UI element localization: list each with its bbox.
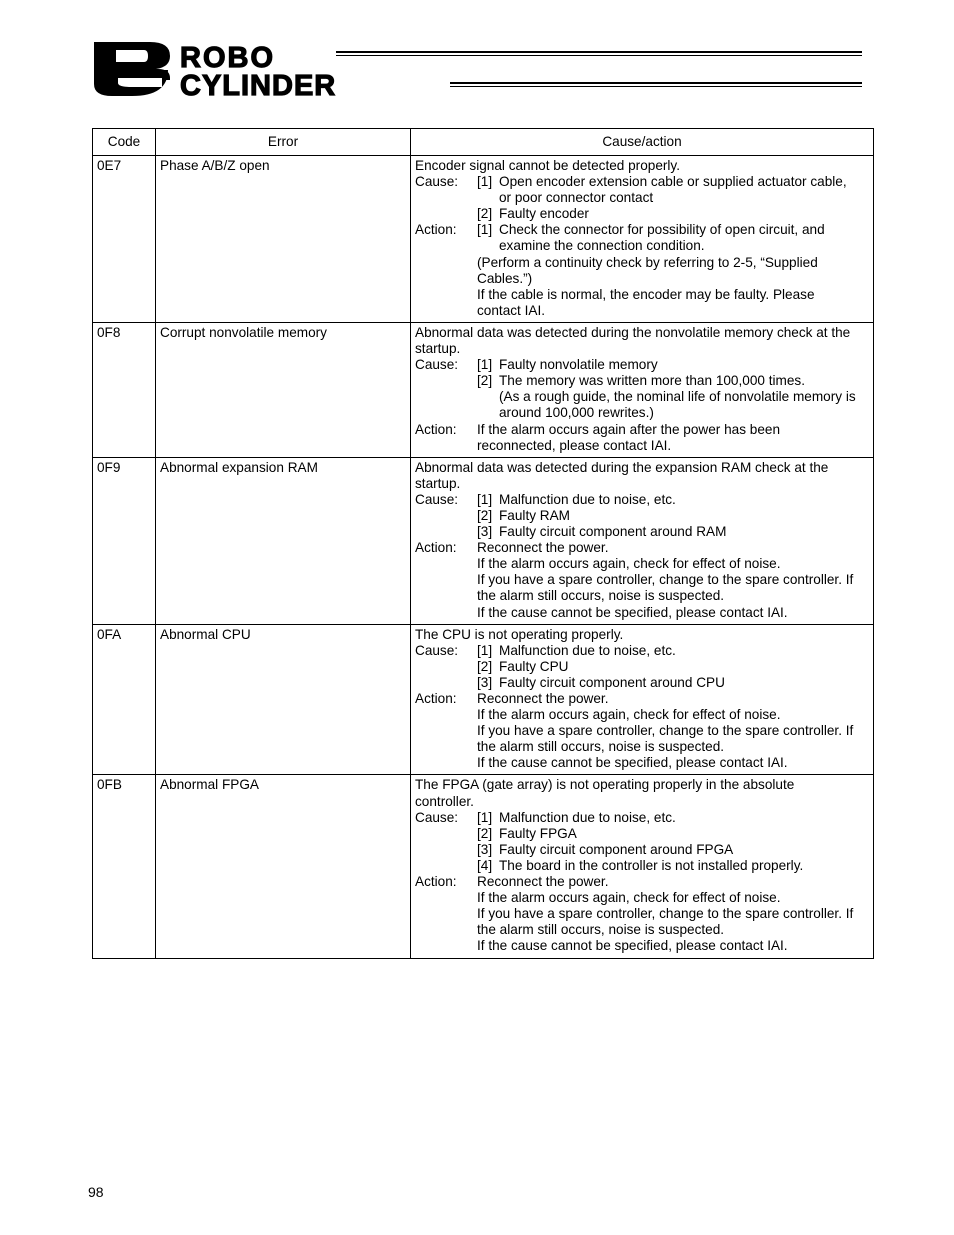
label-spacer — [415, 707, 477, 723]
action-line — [415, 755, 867, 771]
action-line — [415, 691, 867, 707]
label-spacer — [415, 572, 477, 588]
action-text: Cables.”) — [477, 270, 533, 286]
table-row — [93, 775, 874, 958]
label-spacer — [415, 922, 477, 938]
cause-text: Malfunction due to noise, etc. — [499, 642, 676, 658]
table-row — [93, 156, 874, 323]
item-number: [2] — [477, 507, 493, 523]
item-number: [3] — [477, 841, 493, 857]
action-line — [415, 303, 867, 319]
cause-text: Faulty encoder — [499, 206, 589, 222]
table-row — [93, 457, 874, 624]
table-row — [93, 322, 874, 457]
action-text: If the cause cannot be specified, please contact IAI. — [477, 755, 788, 771]
cause-line — [415, 174, 867, 190]
cause-line — [415, 659, 867, 675]
label-spacer — [415, 842, 477, 858]
label-spacer — [415, 190, 477, 206]
header-rule-bottom — [450, 82, 862, 87]
cause-text: Malfunction due to noise, etc. — [499, 809, 676, 825]
cause-line — [415, 492, 867, 508]
error-code: 0F9 — [93, 457, 156, 624]
cause-text: Faulty FPGA — [499, 825, 577, 841]
label-spacer — [415, 303, 477, 319]
error-code: 0FA — [93, 624, 156, 775]
action-text: If the alarm occurs again, check for effect of noise. — [477, 707, 781, 723]
rc-mark-icon — [94, 42, 170, 96]
intro-line: Abnormal data was detected during the nonvolatile memory check at the — [415, 324, 851, 340]
cause-text: Malfunction due to noise, etc. — [499, 491, 676, 507]
cause-label: Cause: — [415, 174, 459, 190]
action-label: Action: — [415, 874, 457, 890]
action-text: If the alarm occurs again after the power has been — [477, 421, 781, 437]
cause-line — [415, 842, 867, 858]
label-spacer — [415, 405, 477, 421]
table-row — [93, 624, 874, 775]
logo-line1: ROBO — [180, 42, 275, 74]
label-spacer — [415, 659, 477, 675]
item-number: [3] — [477, 674, 493, 690]
label-spacer — [415, 287, 477, 303]
label-spacer — [415, 524, 477, 540]
item-number: [4] — [477, 857, 493, 873]
label-spacer — [415, 206, 477, 222]
item-number: [1] — [477, 174, 493, 190]
action-line — [415, 255, 867, 271]
intro-line: Abnormal data was detected during the expansion RAM check at the — [415, 459, 829, 475]
cause-text: or poor connector contact — [499, 190, 654, 206]
intro-line: startup. — [415, 475, 461, 491]
label-spacer — [415, 271, 477, 287]
action-line — [415, 588, 867, 604]
action-line — [415, 922, 867, 938]
number-spacer — [477, 405, 499, 421]
cause-text: Faulty nonvolatile memory — [499, 357, 658, 373]
cause-action-cell — [411, 457, 874, 624]
cause-line — [415, 190, 867, 206]
cause-line — [415, 810, 867, 826]
action-line — [415, 422, 867, 438]
action-text: Reconnect the power. — [477, 874, 609, 890]
cause-text: The board in the controller is not installed properly. — [499, 857, 804, 873]
cause-text: around 100,000 rewrites.) — [499, 405, 654, 421]
item-number: [1] — [477, 222, 493, 238]
label-spacer — [415, 373, 477, 389]
label-spacer — [415, 938, 477, 954]
cause-text: Faulty circuit component around RAM — [499, 524, 727, 540]
error-name: Abnormal CPU — [156, 624, 411, 775]
label-spacer — [415, 389, 477, 405]
label-spacer — [415, 675, 477, 691]
cause-line — [415, 643, 867, 659]
item-number: [1] — [477, 642, 493, 658]
action-text: If the cause cannot be specified, please contact IAI. — [477, 604, 788, 620]
table-body — [93, 156, 874, 959]
error-name: Abnormal FPGA — [156, 775, 411, 958]
header-cause: Cause/action — [411, 129, 874, 156]
action-line — [415, 438, 867, 454]
page-number: 98 — [88, 1184, 104, 1200]
action-text: Reconnect the power. — [477, 540, 609, 556]
error-name: Abnormal expansion RAM — [156, 457, 411, 624]
action-line — [415, 238, 867, 254]
cause-line — [415, 357, 867, 373]
action-text: If you have a spare controller, change to the spare controller. If — [477, 906, 854, 922]
cause-text: Faulty CPU — [499, 658, 569, 674]
label-spacer — [415, 723, 477, 739]
cause-text: The memory was written more than 100,000 times. — [499, 373, 805, 389]
action-label: Action: — [415, 421, 457, 437]
action-label: Action: — [415, 540, 457, 556]
number-spacer — [477, 389, 499, 405]
error-table — [92, 128, 874, 959]
cause-line — [415, 508, 867, 524]
action-line — [415, 906, 867, 922]
intro-line: The FPGA (gate array) is not operating properly in the absolute — [415, 777, 795, 793]
action-text: the alarm still occurs, noise is suspected. — [477, 588, 725, 604]
cause-text: (As a rough guide, the nominal life of nonvolatile memory is — [499, 389, 856, 405]
cause-text: Faulty circuit component around CPU — [499, 674, 725, 690]
error-name: Phase A/B/Z open — [156, 156, 411, 323]
action-line — [415, 572, 867, 588]
cause-label: Cause: — [415, 357, 459, 373]
action-line — [415, 890, 867, 906]
action-line — [415, 938, 867, 954]
action-text: the alarm still occurs, noise is suspected. — [477, 739, 725, 755]
cause-text: Open encoder extension cable or supplied actuator cable, — [499, 174, 847, 190]
cause-action-cell — [411, 624, 874, 775]
cause-label: Cause: — [415, 491, 459, 507]
item-number: [1] — [477, 357, 493, 373]
cause-action-cell — [411, 775, 874, 958]
action-text: Reconnect the power. — [477, 691, 609, 706]
cause-line — [415, 858, 867, 874]
action-text: examine the connection condition. — [499, 238, 705, 254]
intro-line: The CPU is not operating properly. — [415, 626, 624, 642]
intro-line: startup. — [415, 341, 461, 357]
action-text: If the alarm occurs again, check for effect of noise. — [477, 890, 781, 906]
item-number: [2] — [477, 373, 493, 389]
action-line — [415, 723, 867, 739]
table-header-row — [93, 129, 874, 156]
label-spacer — [415, 755, 477, 771]
action-text: contact IAI. — [477, 302, 546, 318]
item-number: [1] — [477, 491, 493, 507]
error-code: 0FB — [93, 775, 156, 958]
action-text: Check the connector for possibility of open circuit, and — [499, 222, 825, 238]
action-line — [415, 605, 867, 621]
error-code: 0E7 — [93, 156, 156, 323]
label-spacer — [415, 438, 477, 454]
label-spacer — [415, 826, 477, 842]
cause-action-cell — [411, 156, 874, 323]
number-spacer — [477, 190, 499, 206]
cause-action-cell — [411, 322, 874, 457]
item-number: [2] — [477, 658, 493, 674]
action-line — [415, 707, 867, 723]
number-spacer — [477, 238, 499, 254]
label-spacer — [415, 906, 477, 922]
header-error: Error — [156, 129, 411, 156]
logo-line2: CYLINDER — [180, 70, 337, 100]
item-number: [2] — [477, 206, 493, 222]
action-line — [415, 556, 867, 572]
action-text: reconnected, please contact IAI. — [477, 437, 672, 453]
cause-label: Cause: — [415, 809, 459, 825]
action-text: If you have a spare controller, change to the spare controller. If — [477, 572, 854, 588]
header-rule-top — [336, 51, 862, 56]
label-spacer — [415, 890, 477, 906]
cause-line — [415, 826, 867, 842]
cause-label: Cause: — [415, 642, 459, 658]
intro-line: Encoder signal cannot be detected properly. — [415, 158, 680, 173]
action-text: If the cable is normal, the encoder may be faulty. Please — [477, 286, 815, 302]
label-spacer — [415, 255, 477, 271]
cause-line — [415, 524, 867, 540]
robo-cylinder-logo — [92, 40, 452, 100]
action-line — [415, 540, 867, 556]
cause-line — [415, 405, 867, 421]
action-line — [415, 287, 867, 303]
action-text: If the alarm occurs again, check for effect of noise. — [477, 556, 781, 572]
action-text: the alarm still occurs, noise is suspected. — [477, 922, 725, 938]
error-name: Corrupt nonvolatile memory — [156, 322, 411, 457]
action-line — [415, 739, 867, 755]
cause-line — [415, 373, 867, 389]
label-spacer — [415, 556, 477, 572]
label-spacer — [415, 588, 477, 604]
action-line — [415, 271, 867, 287]
label-spacer — [415, 739, 477, 755]
error-code: 0F8 — [93, 322, 156, 457]
action-line — [415, 222, 867, 238]
action-line — [415, 874, 867, 890]
label-spacer — [415, 238, 477, 254]
header-code: Code — [93, 129, 156, 156]
cause-line — [415, 675, 867, 691]
intro-line: controller. — [415, 793, 474, 809]
cause-text: Faulty circuit component around FPGA — [499, 841, 734, 857]
page-header — [92, 40, 872, 100]
item-number: [2] — [477, 825, 493, 841]
cause-line — [415, 206, 867, 222]
label-spacer — [415, 858, 477, 874]
cause-text: Faulty RAM — [499, 507, 571, 523]
action-text: (Perform a continuity check by referring to 2-5, “Supplied — [477, 254, 818, 270]
action-label: Action: — [415, 691, 457, 706]
label-spacer — [415, 605, 477, 621]
action-text: If you have a spare controller, change to the spare controller. If — [477, 723, 854, 739]
item-number: [3] — [477, 524, 493, 540]
action-label: Action: — [415, 222, 457, 238]
cause-line — [415, 389, 867, 405]
item-number: [1] — [477, 809, 493, 825]
label-spacer — [415, 508, 477, 524]
action-text: If the cause cannot be specified, please contact IAI. — [477, 938, 788, 954]
